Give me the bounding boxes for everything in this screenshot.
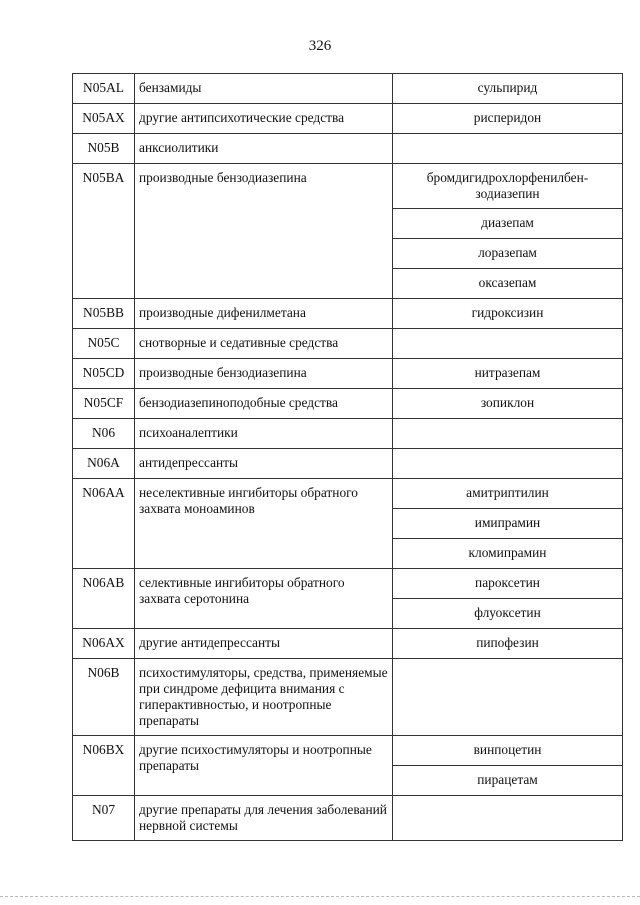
atc-code-cell: N06AA — [73, 479, 135, 569]
table-row — [73, 104, 623, 134]
drug-name-cell: кломипрамин — [393, 539, 623, 569]
atc-code-cell: N05AL — [73, 74, 135, 104]
group-name-cell: анксиолитики — [135, 134, 393, 164]
table-row — [73, 449, 623, 479]
table-row — [73, 329, 623, 359]
drug-name-cell: зопиклон — [393, 389, 623, 419]
drug-name-cell — [393, 419, 623, 449]
drug-name-cell: лоразепам — [393, 239, 623, 269]
drug-name-cell: бромдигидрохлорфенилбен-зодиазепин — [393, 164, 623, 209]
group-name-cell: антидепрессанты — [135, 449, 393, 479]
atc-code-cell: N05BB — [73, 299, 135, 329]
group-name-cell: бензодиазепиноподобные средства — [135, 389, 393, 419]
drug-name-cell: имипрамин — [393, 509, 623, 539]
table-row — [73, 299, 623, 329]
drug-name-cell: рисперидон — [393, 104, 623, 134]
table-row — [73, 659, 623, 736]
drug-name-cell — [393, 449, 623, 479]
drug-name-cell: диазепам — [393, 209, 623, 239]
atc-code-cell: N06 — [73, 419, 135, 449]
drug-name-cell: гидроксизин — [393, 299, 623, 329]
drug-name-cell: флуоксетин — [393, 599, 623, 629]
drug-name-cell — [393, 134, 623, 164]
group-name-cell: производные дифенилметана — [135, 299, 393, 329]
table-row — [73, 569, 623, 599]
group-name-cell: психостимуляторы, средства, применяемые при синдроме дефицита внимания с гиперактивностью, и ноотропные препараты — [135, 659, 393, 736]
atc-code-cell: N06AX — [73, 629, 135, 659]
drug-name-cell: оксазепам — [393, 269, 623, 299]
table-row — [73, 389, 623, 419]
group-name-cell: селективные ингибиторы обратного захвата серотонина — [135, 569, 393, 629]
drug-name-cell: пипофезин — [393, 629, 623, 659]
table-row — [73, 796, 623, 841]
atc-code-cell: N05BA — [73, 164, 135, 299]
group-name-cell: производные бензодиазепина — [135, 359, 393, 389]
drug-name-cell: амитриптилин — [393, 479, 623, 509]
atc-code-cell: N05CF — [73, 389, 135, 419]
table-row — [73, 359, 623, 389]
group-name-cell: другие антипсихотические средства — [135, 104, 393, 134]
group-name-cell: другие психостимуляторы и ноотропные препараты — [135, 736, 393, 796]
drug-name-cell — [393, 329, 623, 359]
table-row — [73, 629, 623, 659]
atc-code-cell: N06A — [73, 449, 135, 479]
drug-name-cell: нитразепам — [393, 359, 623, 389]
table-row — [73, 736, 623, 766]
atc-code-cell: N05AX — [73, 104, 135, 134]
drug-name-cell: пирацетам — [393, 766, 623, 796]
drug-name-cell — [393, 659, 623, 736]
bottom-scan-rule — [0, 896, 640, 897]
table-row — [73, 164, 623, 209]
table-row — [73, 479, 623, 509]
atc-code-cell: N05CD — [73, 359, 135, 389]
group-name-cell: другие препараты для лечения заболеваний нервной системы — [135, 796, 393, 841]
table-row — [73, 419, 623, 449]
drug-name-cell: сульпирид — [393, 74, 623, 104]
page-number: 326 — [308, 38, 332, 54]
atc-code-cell: N05B — [73, 134, 135, 164]
group-name-cell: неселективные ингибиторы обратного захвата моноаминов — [135, 479, 393, 569]
drug-name-cell: пароксетин — [393, 569, 623, 599]
group-name-cell: другие антидепрессанты — [135, 629, 393, 659]
drug-name-cell — [393, 796, 623, 841]
drug-name-cell: винпоцетин — [393, 736, 623, 766]
group-name-cell: психоаналептики — [135, 419, 393, 449]
table-row — [73, 134, 623, 164]
atc-table-body — [73, 74, 623, 841]
atc-code-cell: N06AB — [73, 569, 135, 629]
atc-table — [72, 73, 623, 841]
atc-code-cell: N07 — [73, 796, 135, 841]
atc-code-cell: N06BX — [73, 736, 135, 796]
atc-code-cell: N05C — [73, 329, 135, 359]
group-name-cell: снотворные и седативные средства — [135, 329, 393, 359]
atc-code-cell: N06B — [73, 659, 135, 736]
group-name-cell: производные бензодиазепина — [135, 164, 393, 299]
table-row — [73, 74, 623, 104]
group-name-cell: бензамиды — [135, 74, 393, 104]
